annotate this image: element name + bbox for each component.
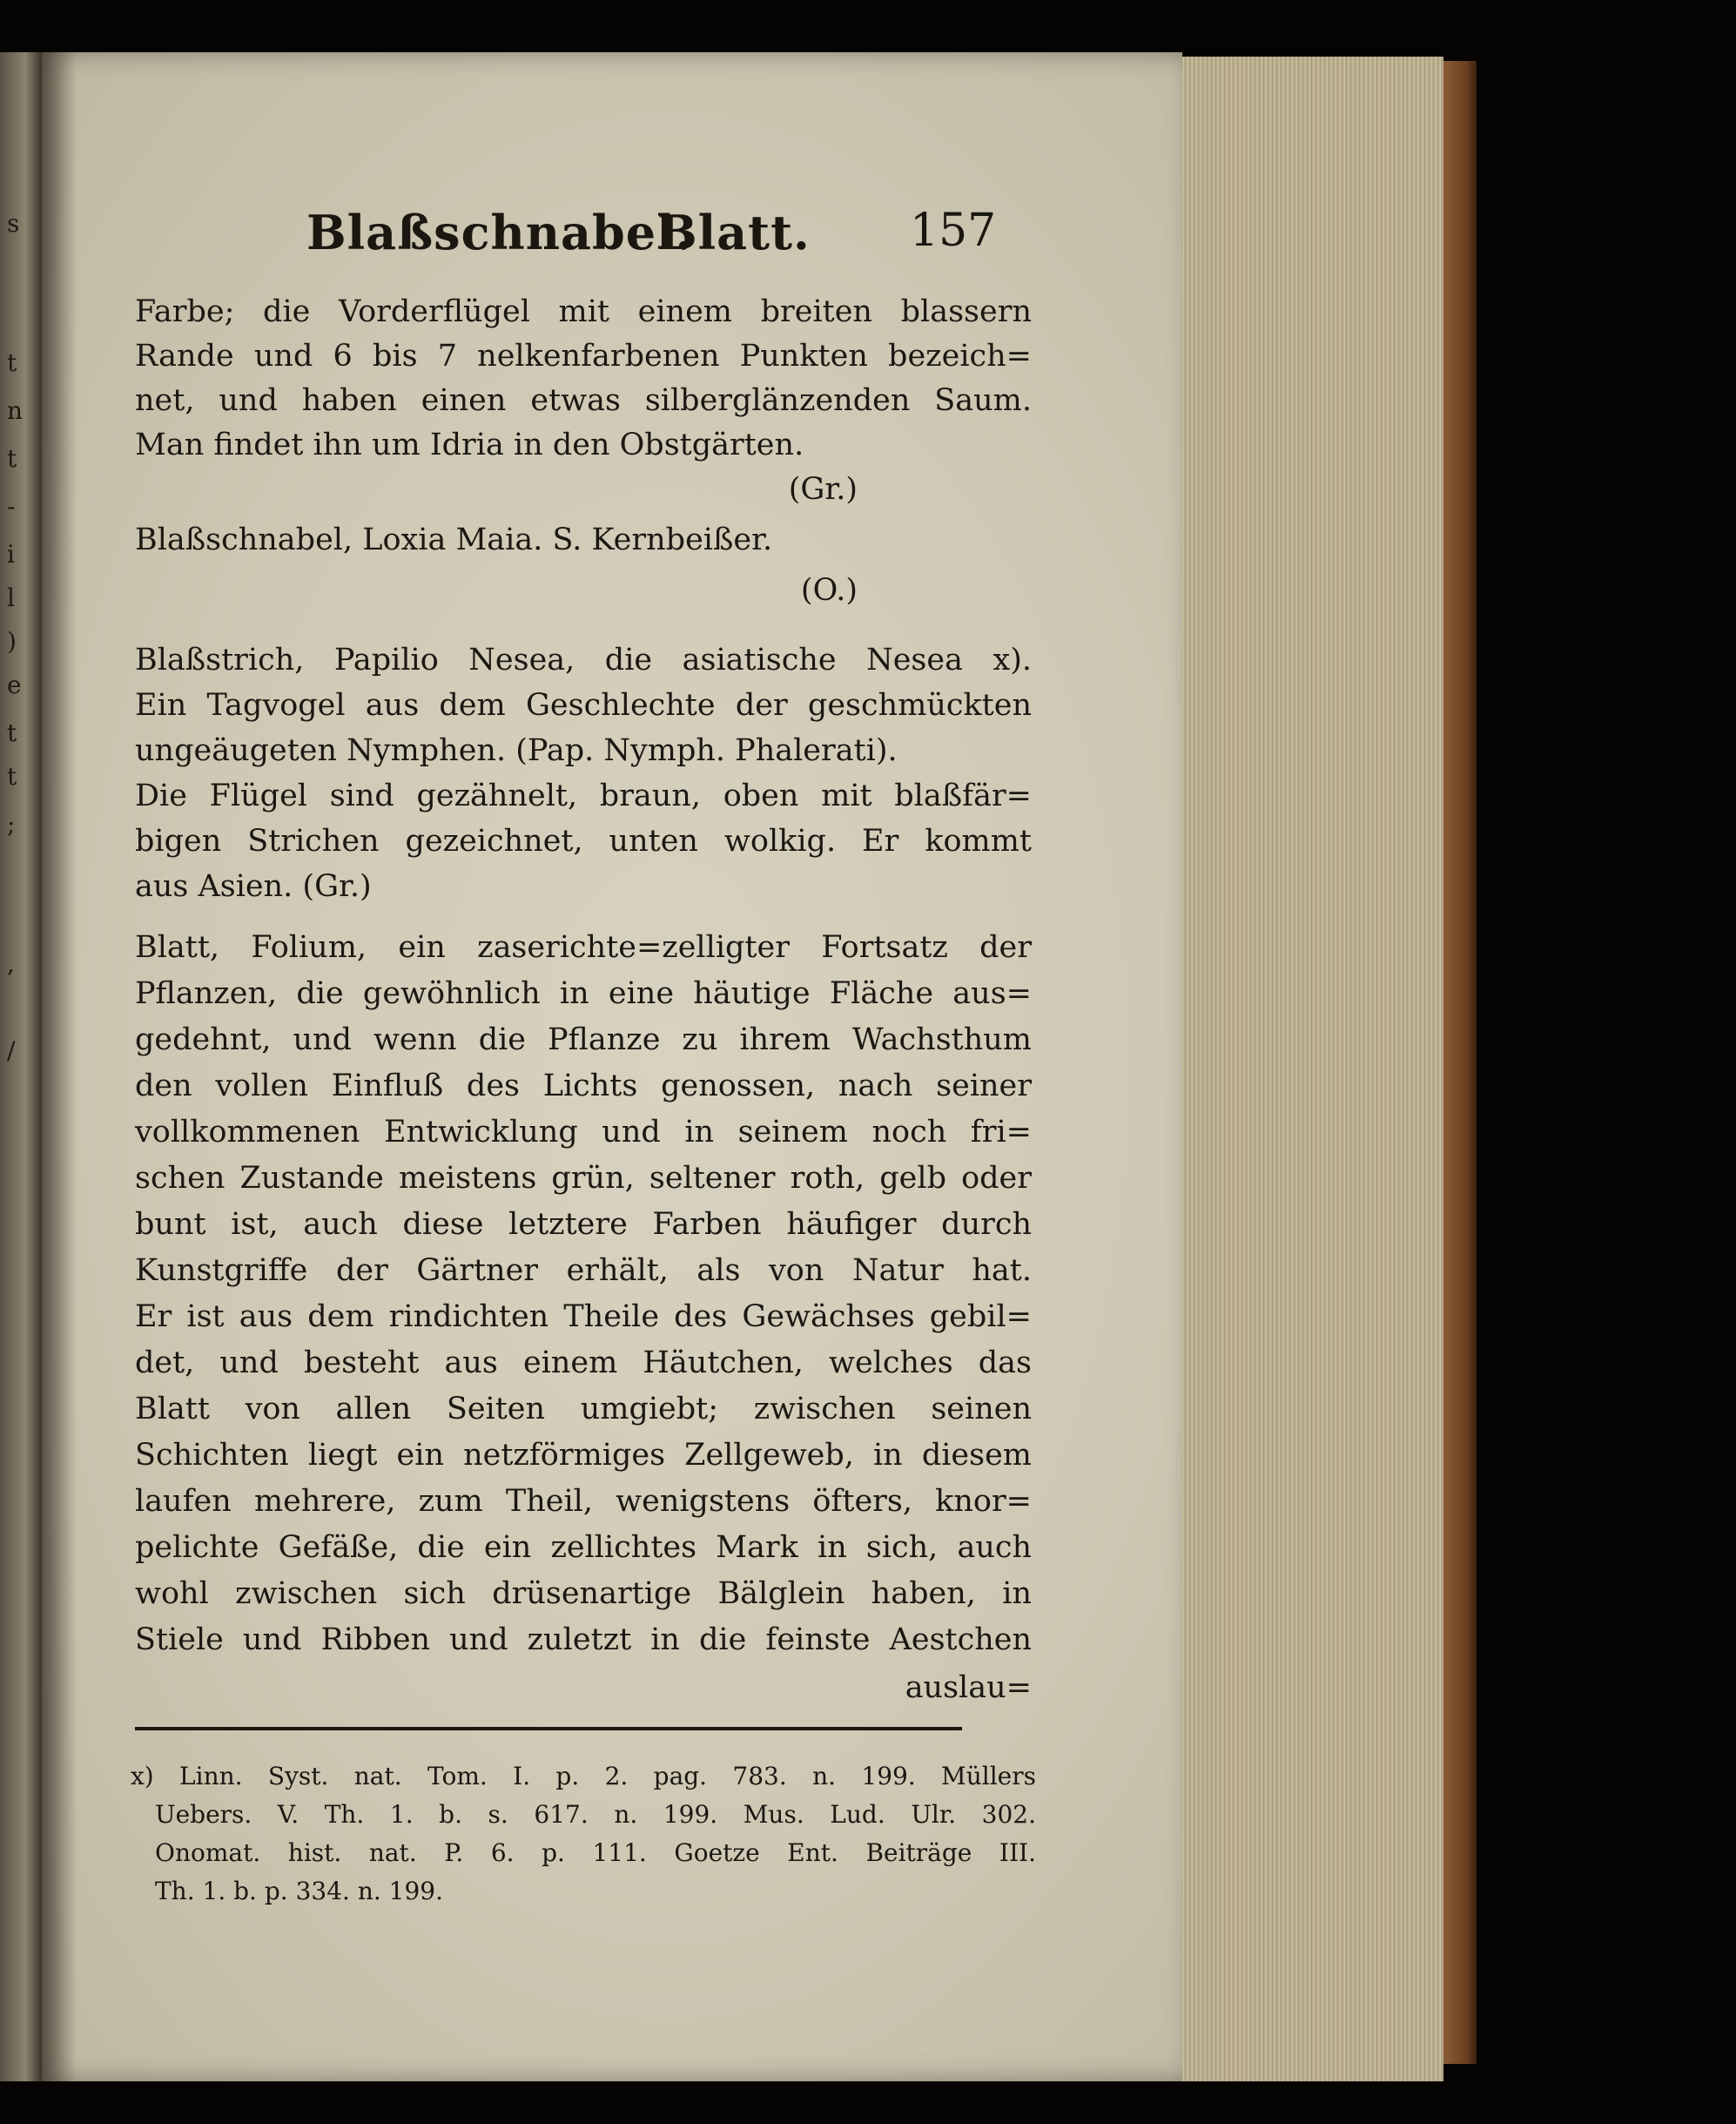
text-line: aus Asien. (Gr.) <box>135 869 372 904</box>
edge-letter: e <box>7 671 22 699</box>
page-block-edges <box>1182 57 1443 2081</box>
source-mark: (O.) <box>800 573 858 608</box>
edge-letter: s <box>7 209 20 238</box>
text-line: pelichte Gefäße, die ein zellichtes Mark in sich, auch <box>135 1530 1032 1565</box>
edge-letter: t <box>7 348 17 377</box>
spine-shadow <box>42 52 77 2081</box>
text-line: Schichten liegt ein netzförmiges Zellgeweb, in diesem <box>135 1438 1032 1473</box>
text-line: Farbe; die Vorderflügel mit einem breiten blassern <box>135 294 1032 329</box>
footnote-rule <box>135 1727 962 1730</box>
text-line: Die Flügel sind gezähnelt, braun, oben mit blaßfär= <box>135 779 1032 813</box>
page-number: 157 <box>910 205 997 257</box>
edge-letter: ; <box>7 810 16 839</box>
running-head-left: Blaßschnabel. <box>306 205 693 260</box>
source-mark: (Gr.) <box>788 472 858 507</box>
footnote-line: x) Linn. Syst. nat. Tom. I. p. 2. pag. 783. n. 199. Müllers <box>131 1762 1036 1790</box>
text-line: laufen mehrere, zum Theil, wenigstens öfters, knor= <box>135 1484 1032 1519</box>
edge-letter: t <box>7 718 17 747</box>
edge-letter: , <box>7 949 15 978</box>
text-line: gedehnt, und wenn die Pflanze zu ihrem Wachsthum <box>135 1022 1032 1057</box>
edge-letter: / <box>7 1036 16 1065</box>
text-line: vollkommenen Entwicklung und in seinem noch fri= <box>135 1115 1032 1150</box>
running-head-middle: Blatt. <box>657 205 811 260</box>
text-line: Blatt von allen Seiten umgiebt; zwischen seinen <box>135 1392 1032 1426</box>
text-line: schen Zustande meistens grün, seltener roth, gelb oder <box>135 1161 1032 1196</box>
catchword: auslau= <box>905 1670 1032 1705</box>
text-line: den vollen Einfluß des Lichts genossen, nach seiner <box>135 1069 1032 1103</box>
text-line: Rande und 6 bis 7 nelkenfarbenen Punkten bezeich= <box>135 339 1032 374</box>
edge-letter: i <box>7 540 15 569</box>
text-line: ungeäugeten Nymphen. (Pap. Nymph. Phalerati). <box>135 733 898 768</box>
text-line: Pflanzen, die gewöhnlich in eine häutige Fläche aus= <box>135 976 1032 1011</box>
text-line: det, und besteht aus einem Häutchen, welches das <box>135 1345 1032 1380</box>
text-line: Man findet ihn um Idria in den Obstgärten. <box>135 428 804 462</box>
text-line: bigen Strichen gezeichnet, unten wolkig. Er kommt <box>135 824 1032 859</box>
edge-letter: ) <box>7 627 17 656</box>
edge-letter: t <box>7 762 17 791</box>
footnote-line: Th. 1. b. p. 334. n. 199. <box>155 1877 443 1905</box>
edge-letter: l <box>7 583 15 612</box>
text-line: bunt ist, auch diese letztere Farben häufiger durch <box>135 1207 1032 1242</box>
edge-letter: t <box>7 444 17 473</box>
edge-letter: n <box>7 396 24 425</box>
text-line: Ein Tagvogel aus dem Geschlechte der geschmückten <box>135 688 1032 723</box>
text-line: net, und haben einen etwas silberglänzenden Saum. <box>135 383 1032 418</box>
footnote-line: Onomat. hist. nat. P. 6. p. 111. Goetze Ent. Beiträge III. <box>155 1838 1036 1867</box>
entry-line: Blatt, Folium, ein zaserichte=zelligter Fortsatz der <box>135 930 1032 965</box>
text-line: wohl zwischen sich drüsenartige Bälglein haben, in <box>135 1576 1032 1611</box>
book-cover-edge <box>1443 61 1477 2064</box>
previous-page-letters <box>0 52 42 2081</box>
entry-line: Blaßschnabel, Loxia Maia. S. Kernbeißer. <box>135 523 773 557</box>
text-line: Stiele und Ribben und zuletzt in die feinste Aestchen <box>135 1622 1032 1657</box>
running-head <box>261 205 1132 266</box>
previous-page-edge <box>0 52 42 2081</box>
edge-letter: - <box>7 492 16 521</box>
text-line: Er ist aus dem rindichten Theile des Gewächses gebil= <box>135 1299 1032 1334</box>
entry-line: Blaßstrich, Papilio Nesea, die asiatische Nesea x). <box>135 643 1032 678</box>
footnote-line: Uebers. V. Th. 1. b. s. 617. n. 199. Mus. Lud. Ulr. 302. <box>155 1800 1036 1829</box>
text-line: Kunstgriffe der Gärtner erhält, als von Natur hat. <box>135 1253 1032 1288</box>
